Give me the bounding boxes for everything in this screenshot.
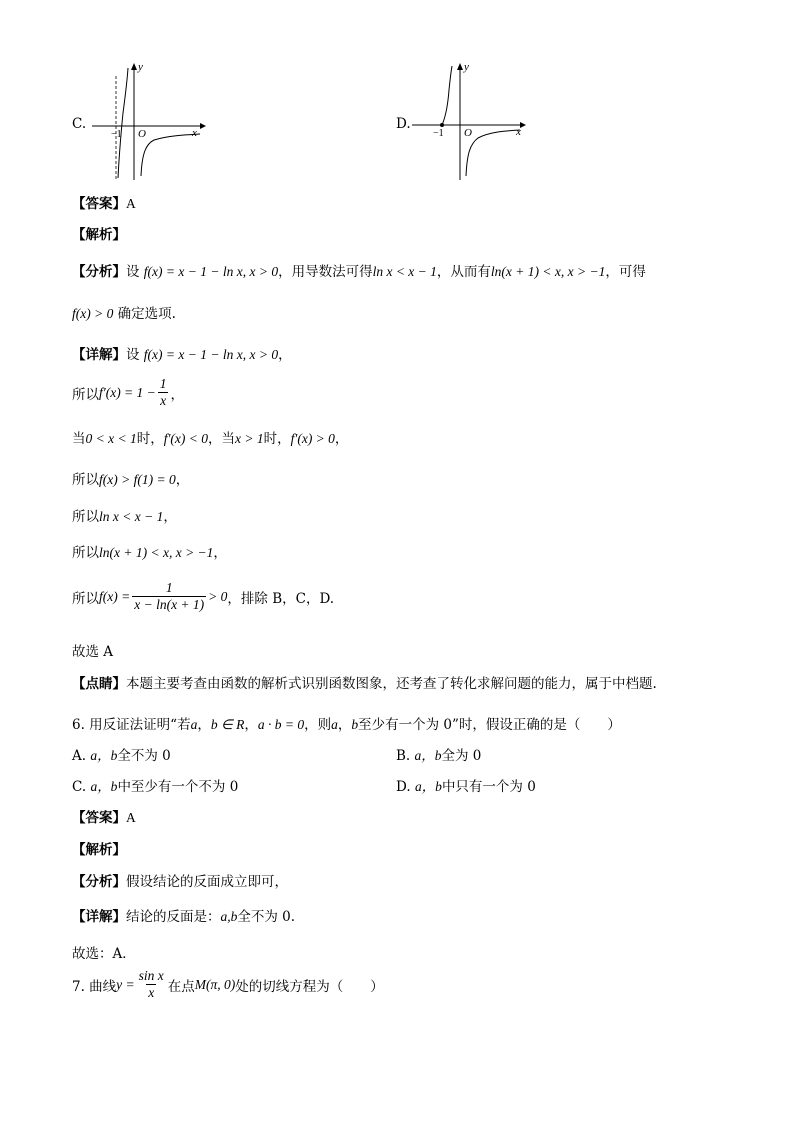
q6-conclusion: 故选：A．: [72, 946, 136, 962]
text: 时，: [136, 431, 164, 447]
graph-d-tick-label: −1: [433, 128, 444, 139]
text: ，: [244, 717, 258, 733]
formula: > 0: [208, 588, 228, 604]
graph-c-x-label: x: [192, 127, 197, 139]
q6-xiangjie: [72, 905, 295, 925]
text: 时，: [263, 431, 291, 447]
q5-dianjing: [72, 672, 657, 692]
graph-d: [412, 58, 532, 183]
text: 设: [126, 347, 140, 363]
text: 6. 用反证法证明“若: [72, 717, 191, 733]
formula: ln(x + 1) < x, x > −1: [99, 545, 214, 560]
q5-detail-6: [72, 541, 227, 561]
text: 至少有一个为 0”时，假设正确的是（ ）: [358, 717, 621, 733]
formula: M(π, 0): [194, 976, 236, 992]
xiangjie-tag: 【详解】: [72, 347, 126, 363]
formula: f(x) = x − 1 − ln x, x > 0: [143, 264, 279, 279]
var: a,b: [220, 909, 238, 924]
q6-option-d: [396, 775, 536, 795]
option-vars: a，b: [90, 748, 118, 763]
formula: x > 1: [235, 431, 264, 446]
text: ，排除 B，C，D.: [227, 590, 335, 607]
option-text: 全不为 0: [117, 748, 171, 764]
q7-stem: [72, 968, 384, 1001]
option-text: 全为 0: [441, 748, 482, 764]
q5-analysis-tag: 【解析】: [72, 227, 126, 243]
formula: f(x) > f(1) = 0: [99, 472, 176, 487]
answer-tag: 【答案】: [72, 196, 126, 212]
var: b: [351, 717, 359, 732]
denominator: x: [148, 985, 155, 1000]
option-label: C.: [72, 779, 87, 795]
graph-c-y-label: y: [138, 61, 143, 73]
formula: f′(x) = 1 −: [99, 384, 156, 400]
q5-detail-3: [72, 427, 348, 447]
answer-value: A: [126, 196, 136, 211]
dianjing-tag: 【点睛】: [72, 676, 126, 692]
q5-detail-5: [72, 505, 177, 525]
denominator: x: [160, 393, 167, 408]
fraction: [132, 580, 206, 613]
text: ，用导数法可得: [278, 264, 373, 280]
var: a: [331, 717, 338, 732]
q5-answer: [72, 192, 136, 212]
var: a: [190, 717, 198, 732]
option-vars: a，b: [414, 748, 442, 763]
fenxi-tag: 【分析】: [72, 874, 126, 890]
xiangjie-tag: 【详解】: [72, 909, 126, 925]
formula: ln x < x − 1: [99, 509, 164, 524]
numerator: 1: [159, 376, 167, 391]
text: ，: [337, 717, 352, 733]
fraction: [158, 376, 169, 409]
option-c-label: C.: [72, 116, 87, 132]
q6-option-b: [396, 744, 481, 764]
text: 所以: [72, 386, 99, 403]
formula: ln x < x − 1: [372, 264, 437, 279]
option-text: 中至少有一个不为 0: [117, 779, 239, 795]
q6-answer: [72, 806, 136, 826]
graph-d-x-label: x: [516, 126, 521, 138]
fraction: [137, 968, 166, 1001]
text: 7. 曲线: [72, 978, 117, 995]
q6-option-c: [72, 775, 238, 795]
q5-conclusion: 故选 A: [72, 644, 114, 660]
option-label: D.: [396, 779, 411, 795]
option-vars: a，b: [90, 779, 118, 794]
q5-fenxi-line1: [72, 260, 646, 280]
q5-detail-1: [72, 343, 292, 363]
text: 确定选项.: [117, 306, 176, 322]
text: 设: [126, 264, 140, 280]
text: 当: [72, 431, 86, 447]
option-text: 中只有一个为 0: [441, 779, 536, 795]
graph-d-origin-label: O: [464, 127, 472, 139]
formula: f′(x) > 0: [290, 431, 335, 446]
option-label: A.: [72, 748, 87, 764]
graph-c-tick-label: −1: [111, 129, 122, 140]
denominator: x − ln(x + 1): [134, 597, 205, 612]
text: ，: [278, 347, 292, 363]
q6-analysis-tag: 【解析】: [72, 842, 126, 858]
text: ，当: [208, 431, 236, 447]
text: ，可得: [605, 264, 646, 280]
option-d-label: D.: [396, 116, 411, 132]
text: ，: [163, 509, 177, 525]
text: ，: [197, 717, 211, 733]
text: 假设结论的反面成立即可，: [126, 874, 288, 890]
formula: f(x) = x − 1 − ln x, x > 0: [143, 347, 279, 362]
formula: ln(x + 1) < x, x > −1: [490, 264, 606, 279]
numerator: 1: [165, 580, 173, 595]
formula: f(x) > 0: [72, 306, 114, 321]
q5-fenxi-line2: [72, 302, 176, 322]
text: 所以: [72, 472, 99, 488]
text: ，: [170, 386, 185, 403]
text: 全不为 0.: [237, 909, 296, 925]
text: 在点: [167, 978, 195, 995]
q6-option-a: [72, 744, 171, 764]
text: ，: [213, 545, 227, 561]
graph-d-y-label: y: [464, 61, 469, 73]
q5-detail-2: [72, 376, 184, 409]
formula: b ∈ R: [210, 717, 245, 732]
text: 所以: [72, 509, 99, 525]
answer-tag: 【答案】: [72, 810, 126, 826]
answer-value: A: [126, 810, 136, 825]
text: ，从而有: [436, 264, 491, 280]
text: 处的切线方程为（ ）: [235, 978, 384, 995]
q6-stem: [72, 713, 621, 733]
formula: f′(x) < 0: [163, 431, 209, 446]
q5-detail-4: [72, 468, 189, 488]
q6-fenxi: [72, 870, 288, 890]
formula: 0 < x < 1: [85, 431, 137, 446]
graph-c-origin-label: O: [138, 128, 146, 140]
text: ，则: [304, 717, 332, 733]
q5-detail-7: [72, 580, 334, 613]
text: 结论的反面是：: [126, 909, 221, 925]
text: ，: [334, 431, 349, 447]
text: 所以: [72, 590, 99, 607]
option-label: B.: [396, 748, 411, 764]
fenxi-tag: 【分析】: [72, 264, 126, 280]
formula: a · b = 0: [257, 717, 305, 732]
text: ，: [175, 472, 190, 488]
text: 本题主要考查由函数的解析式识别函数图象，还考查了转化求解问题的能力，属于中档题.: [126, 676, 657, 692]
graph-c: [92, 58, 212, 183]
numerator: sin x: [138, 968, 164, 983]
text: 所以: [72, 545, 99, 561]
option-vars: a，b: [414, 779, 442, 794]
formula: y =: [116, 976, 135, 992]
formula: f(x) =: [99, 588, 131, 604]
